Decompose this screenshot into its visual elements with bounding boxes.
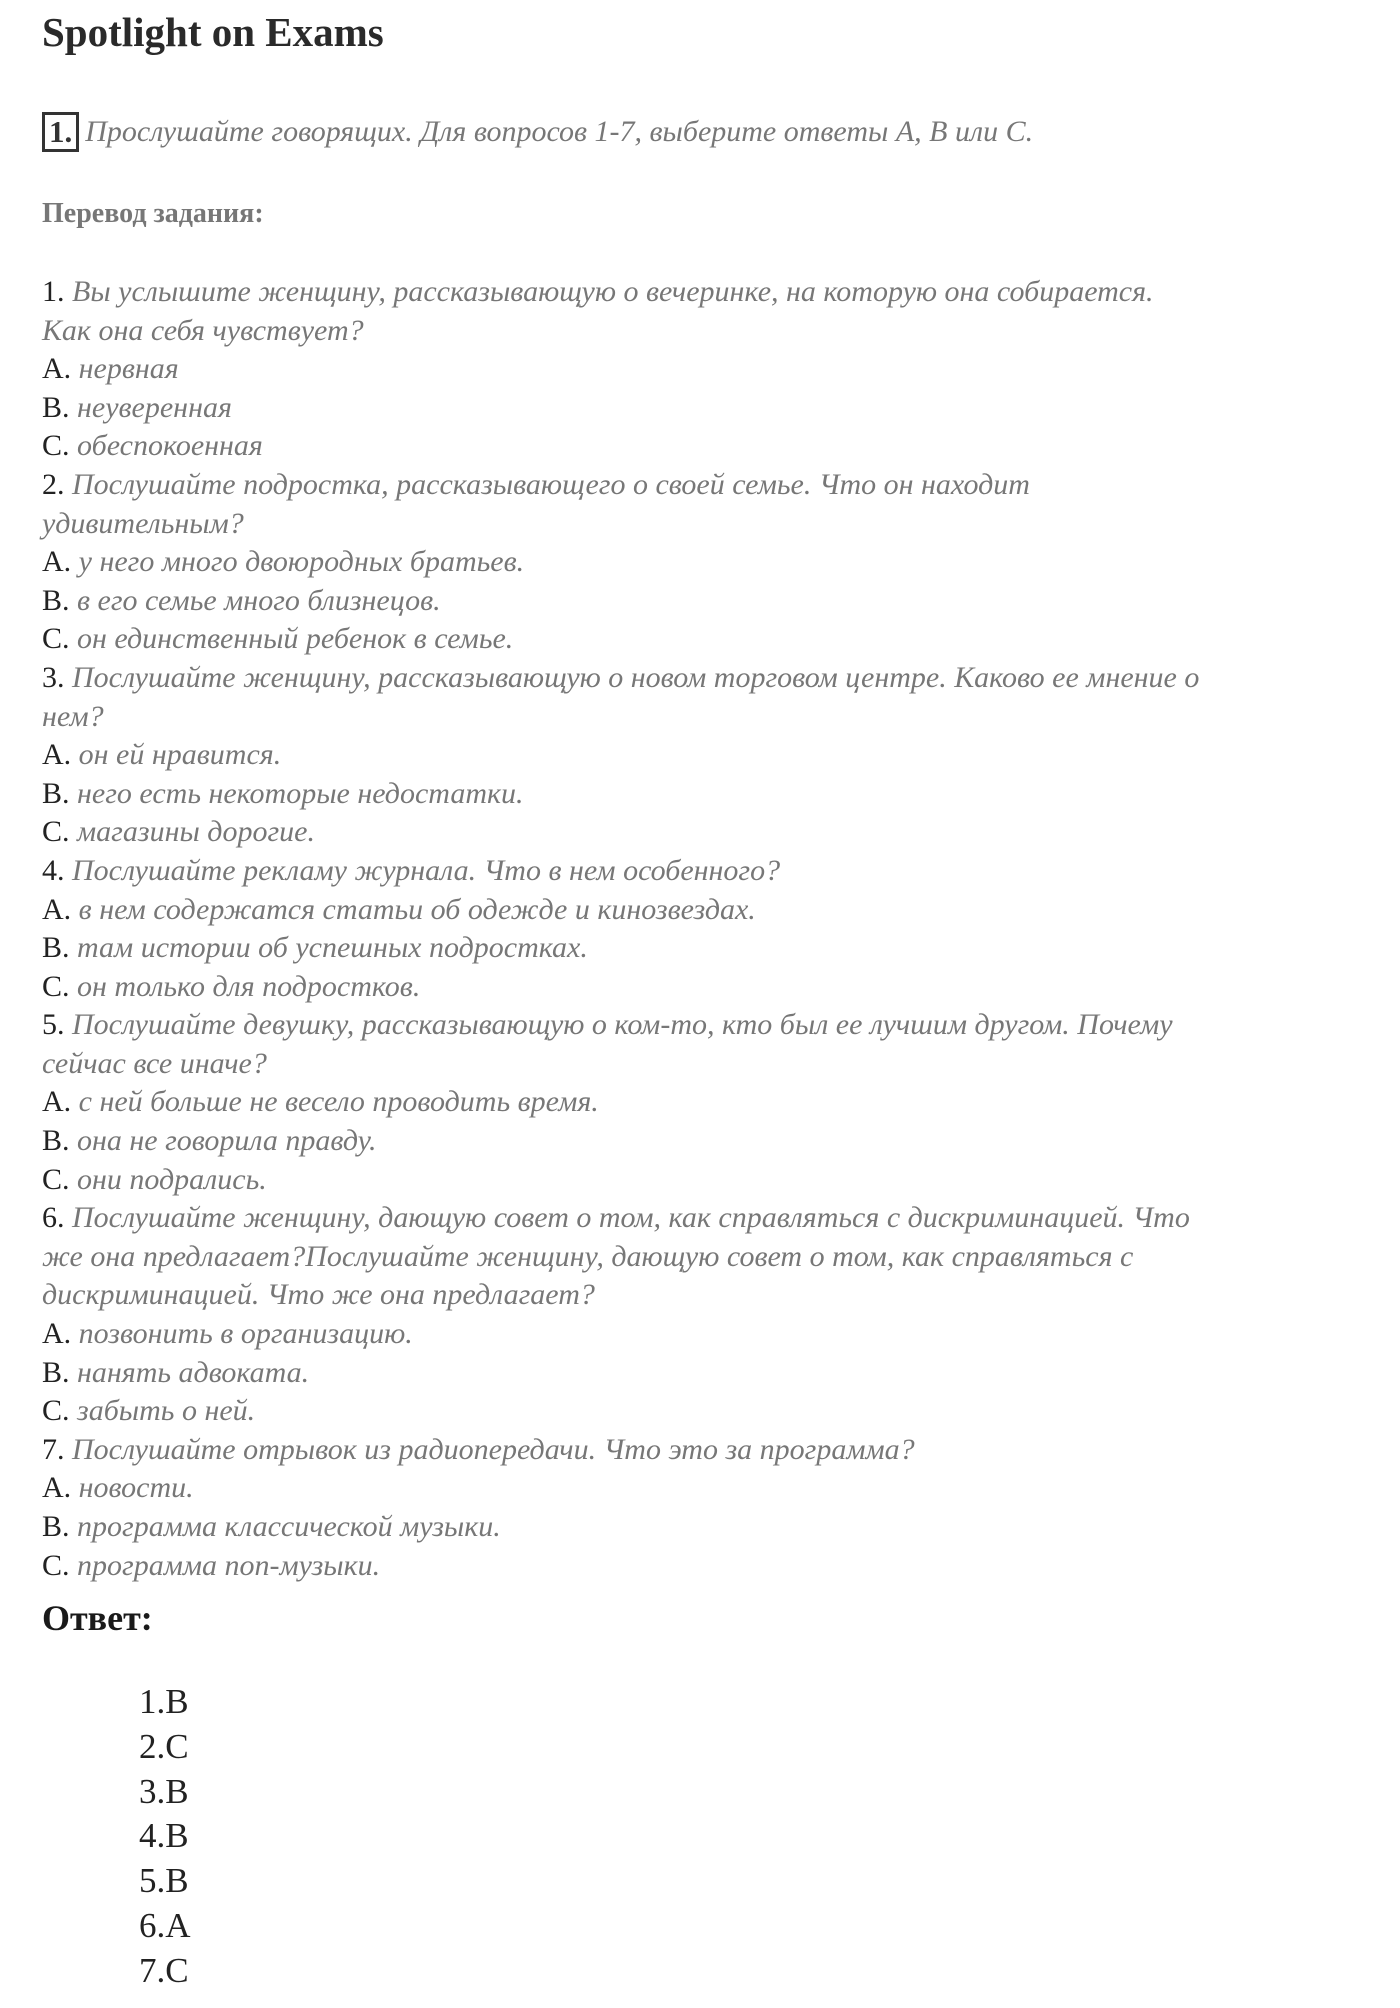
answer-option [42,1315,1362,1354]
question-text-continued [42,1238,1362,1277]
task-text: Прослушайте говорящих. Для вопросов 1-7, выберите ответы A, B или C. [85,115,1034,148]
answer-item: 3.B [139,1771,189,1811]
option-label: C. [42,1548,70,1582]
question-line: дискриминацией. Что же она предлагает? [42,1278,595,1312]
answer-option [42,582,1362,621]
option-label: A. [42,1085,72,1119]
question-text-continued [42,698,1362,737]
option-text: он ей нравится. [78,738,282,772]
translation-heading: Перевод задания: [42,198,264,229]
option-text: забыть о ней. [77,1394,256,1428]
question-text [42,1431,1362,1470]
question-line: же она предлагает?Послушайте женщину, дающую совет о том, как справляться с [42,1239,1134,1273]
answer-item: 1.B [139,1682,189,1721]
question-line: Послушайте отрывок из радиопередачи. Что это за программа? [72,1432,915,1466]
answer-item: 2.C [139,1726,189,1766]
question-text [42,659,1362,698]
task-instruction [42,112,1033,152]
question-line: Послушайте женщину, дающую совет о том, как справляться с дискриминацией. Что [72,1201,1190,1235]
option-label: C. [42,969,70,1003]
option-text: в нем содержатся статьи об одежде и кинозвездах. [78,892,756,926]
answer-option [42,1161,1362,1200]
question-line: Как она себя чувствует? [42,313,364,347]
answers-list [139,1680,191,1994]
option-label: A. [42,738,72,772]
option-text: неуверенная [77,390,232,424]
question-number: 3. [42,660,65,694]
option-text: в его семье много близнецов. [77,583,441,617]
option-text: программа классической музыки. [77,1510,501,1543]
task-number-box: 1. [42,112,79,152]
question-line: сейчас все иначе? [42,1046,267,1080]
answer-option [42,1469,1362,1508]
question-number: 7. [42,1432,65,1466]
answer-option [42,389,1362,428]
option-label: A. [42,545,72,579]
answer-option [42,1083,1362,1122]
answer-option [42,1354,1362,1393]
question-line: удивительным? [42,506,244,540]
answer-option [42,620,1362,659]
answer-option [42,813,1362,852]
option-label: C. [42,815,70,849]
option-text: программа поп-музыки. [77,1548,381,1582]
option-text: у него много двоюродных братьев. [78,545,525,579]
answer-option [42,1122,1362,1161]
question-text-continued [42,1045,1362,1084]
option-text: нервная [78,352,179,386]
question-number: 6. [42,1201,65,1235]
question-line: Вы услышите женщину, рассказывающую о вечеринке, на которую она собирается. [72,275,1154,308]
answer-option [42,775,1362,814]
question-text [42,466,1362,505]
option-text: он только для подростков. [77,969,421,1003]
answer-option [42,350,1362,389]
answer-option [42,427,1362,466]
answer-option [42,968,1362,1007]
option-text: он единственный ребенок в семье. [77,622,514,656]
option-text: обеспокоенная [77,429,263,463]
option-label: B. [42,776,70,810]
option-text: нанять адвоката. [77,1355,310,1389]
option-label: B. [42,1510,70,1543]
question-number: 1. [42,275,65,308]
question-text-continued [42,312,1362,351]
question-line: Послушайте девушку, рассказывающую о ком-то, кто был ее лучшим другом. Почему [72,1008,1173,1042]
option-text: магазины дорогие. [77,815,315,849]
option-label: C. [42,1162,70,1196]
option-text: новости. [78,1471,194,1505]
question-number: 2. [42,467,65,501]
question-text [42,1199,1362,1238]
question-line: нем? [42,699,104,733]
answer-option [42,543,1362,582]
option-label: B. [42,1124,70,1158]
option-label: A. [42,892,72,926]
answer-item: 5.B [139,1861,189,1901]
answer-option [42,891,1362,930]
question-line: Послушайте рекламу журнала. Что в нем особенного? [72,853,781,887]
question-text [42,273,1362,312]
answer-option [42,1392,1362,1431]
question-line: Послушайте женщину, рассказывающую о новом торговом центре. Каково ее мнение о [72,660,1200,694]
page-title: Spotlight on Exams [42,9,384,55]
option-label: C. [42,429,70,463]
question-text [42,852,1362,891]
option-text: они подрались. [77,1162,267,1196]
question-text-continued [42,505,1362,544]
question-number: 4. [42,853,65,887]
option-label: A. [42,1471,72,1505]
option-text: там истории об успешных подростках. [77,931,588,965]
option-text: с ней больше не весело проводить время. [78,1085,599,1119]
option-text: она не говорила правду. [77,1124,377,1158]
option-label: B. [42,931,70,965]
answer-option [42,929,1362,968]
answer-item: 6.A [139,1905,191,1945]
option-label: C. [42,622,70,656]
option-label: A. [42,1317,72,1351]
answer-option [42,736,1362,775]
option-label: B. [42,390,70,424]
question-line: Послушайте подростка, рассказывающего о своей семье. Что он находит [72,467,1030,501]
question-text [42,1006,1362,1045]
answer-item: 4.B [139,1816,189,1856]
question-number: 5. [42,1008,65,1042]
answer-heading: Ответ: [42,1598,153,1638]
answer-option [42,1547,1362,1586]
question-text-continued [42,1276,1362,1315]
option-label: B. [42,583,70,617]
option-label: A. [42,352,72,386]
option-label: C. [42,1394,70,1428]
questions-list [42,273,1362,1585]
option-text: него есть некоторые недостатки. [77,776,524,810]
answer-item: 7.C [139,1950,189,1990]
option-text: позвонить в организацию. [78,1317,413,1351]
answer-option [42,1508,1362,1547]
option-label: B. [42,1355,70,1389]
